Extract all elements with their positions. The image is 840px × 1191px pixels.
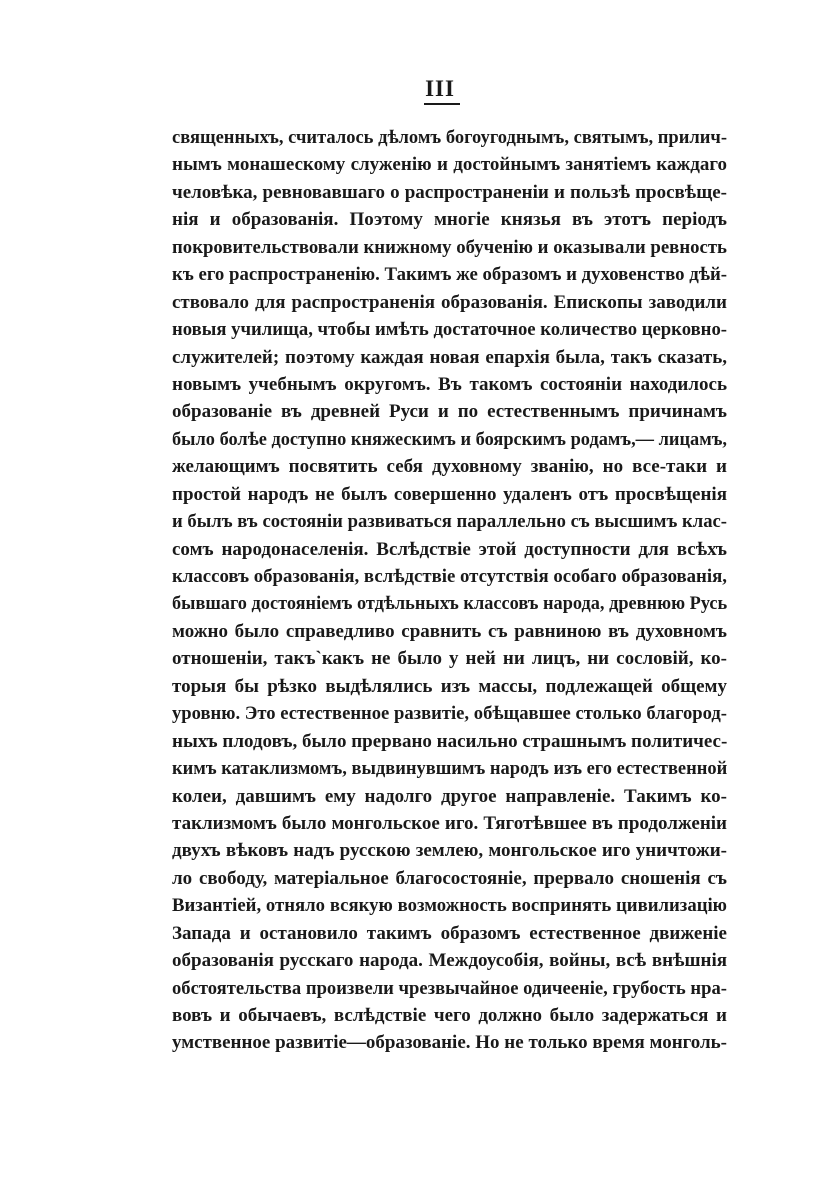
text-line: человѣка, ревновавшаго о распространеніи и пользѣ просвѣще- (172, 181, 727, 203)
body-text (172, 124, 727, 1057)
text-line: и былъ въ состояніи развиваться параллельно съ высшимъ клас- (172, 511, 728, 533)
text-line: колеи, давшимъ ему надолго другое направленіе. Такимъ ко- (172, 785, 727, 807)
text-line: торыя бы рѣзко выдѣлялись изъ массы, подлежащей общему (172, 675, 727, 697)
text-line: двухъ вѣковъ надъ русскою землею, монгольское иго уничтожи- (172, 840, 727, 862)
text-line: нія и образованія. Поэтому многіе князья въ этотъ періодъ (172, 209, 727, 231)
text-line: кимъ катаклизмомъ, выдвинувшимъ народъ изъ его естественной (172, 758, 728, 780)
text-line: къ его распространенію. Такимъ же образомъ и духовенство дѣй- (172, 264, 728, 286)
text-line: священныхъ, считалось дѣломъ богоугоднымъ, святымъ, прилич- (172, 127, 728, 148)
text-line: Запада и остановило такимъ образомъ естественное движеніе (172, 922, 727, 944)
text-line: ло свободу, матеріальное благосостояніе, прервало сношенія съ (172, 867, 727, 889)
text-line: классовъ образованія, вслѣдствіе отсутствія особаго образованія, (172, 566, 727, 587)
text-line: можно было справедливо сравнить съ равниною въ духовномъ (172, 620, 727, 642)
text-line: ныхъ плодовъ, было прервано насильно страшнымъ политичес- (172, 730, 728, 752)
text-line: желающимъ посвятить себя духовному званію, но все-таки и (172, 456, 727, 478)
text-line: отношеніи, такъ`какъ не было у ней ни лицъ, ни сословій, ко- (172, 648, 727, 670)
text-line: нымъ монашескому служенію и достойнымъ занятіемъ каждаго (172, 154, 727, 176)
text-line: вовъ и обычаевъ, вслѣдствіе чего должно было задержаться и (172, 1005, 727, 1026)
text-line: умственное развитіе—образованіе. Но не только время монголь- (172, 1032, 727, 1054)
text-line: Византіей, отняло всякую возможность воспринять цивилизацію (172, 895, 728, 917)
text-line: таклизмомъ было монгольское иго. Тяготѣвшее въ продолженіи (172, 812, 727, 834)
page-number-underline (424, 103, 460, 105)
text-line: сомъ народонаселенія. Вслѣдствіе этой доступности для всѣхъ (172, 538, 727, 560)
text-line: образованіе въ древней Руси и по естественнымъ причинамъ (172, 401, 727, 423)
text-line: уровню. Это естественное развитіе, обѣщавшее столько благород- (172, 703, 727, 725)
text-line: было болѣе доступно княжескимъ и боярскимъ родамъ,— лицамъ, (172, 428, 727, 450)
text-line: простой народъ не былъ совершенно удаленъ отъ просвѣщенія (172, 483, 727, 505)
text-line: служителей; поэтому каждая новая епархія была, такъ сказать, (172, 346, 727, 368)
text-line: новыя училища, чтобы имѣть достаточное количество церковно- (172, 319, 728, 341)
text-line: бывшаго достояніемъ отдѣльныхъ классовъ народа, древнюю Русь (172, 593, 728, 615)
text-line: ствовало для распространенія образованія. Епископы заводили (172, 291, 727, 313)
text-line: образованія русскаго народа. Междоусобія, войны, всѣ внѣшнія (172, 950, 727, 972)
text-line: обстоятельства произвели чрезвычайное одичееніе, грубость нра- (172, 977, 727, 999)
text-line: покровительствовали книжному обученію и оказывали ревность (172, 236, 727, 258)
page-number: III (425, 76, 455, 101)
text-line: новымъ учебнымъ округомъ. Въ такомъ состояніи находилось (172, 373, 727, 395)
